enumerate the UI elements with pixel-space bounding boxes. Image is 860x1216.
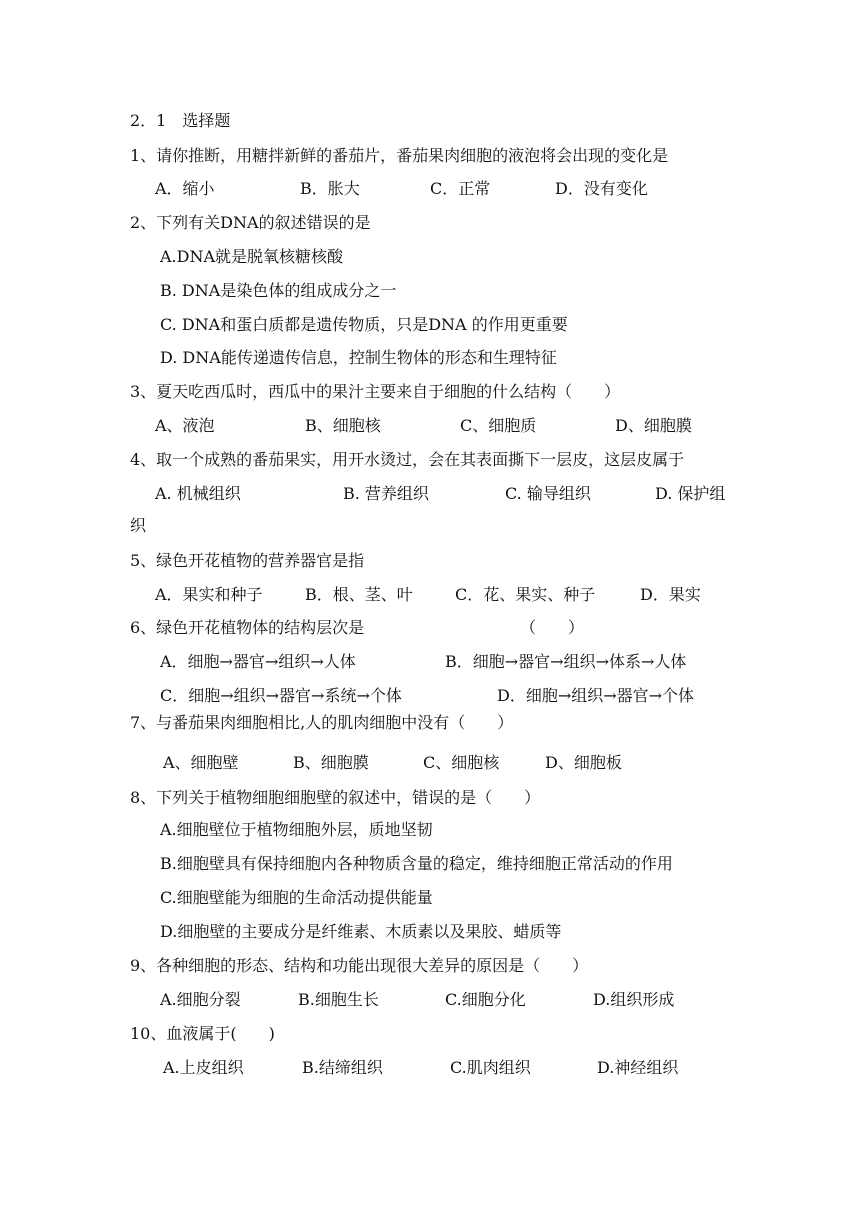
question-10-stem: 10、血液属于( ) xyxy=(130,1024,275,1043)
question-2-option-c-line xyxy=(0,310,860,340)
question-4-option-d: D. 保护组 xyxy=(655,484,726,503)
question-9-options xyxy=(0,985,860,1015)
question-6-answer-blank: （ ） xyxy=(520,618,585,637)
question-4-stem: 4、取一个成熟的番茄果实，用开水烫过，会在其表面撕下一层皮，这层皮属于 xyxy=(130,450,685,469)
question-1-options xyxy=(0,174,860,204)
question-8-option-b-line xyxy=(0,849,860,879)
question-10-option-a: A.上皮组织 xyxy=(163,1058,244,1077)
question-2-option-a: A.DNA就是脱氧核糖核酸 xyxy=(160,247,344,266)
question-5-option-c: C．花、果实、种子 xyxy=(455,585,596,604)
question-9-option-d: D.组织形成 xyxy=(593,990,675,1009)
section-title: 2．1 选择题 xyxy=(130,111,231,130)
question-4-stem-line xyxy=(0,445,860,475)
question-2-option-b-line xyxy=(0,276,860,306)
question-8-stem: 8、下列关于植物细胞细胞壁的叙述中，错误的是（ ） xyxy=(130,788,541,807)
question-6-stem-line xyxy=(0,613,860,643)
question-8-option-d-line xyxy=(0,917,860,947)
question-3-stem: 3、夏天吃西瓜时，西瓜中的果汁主要来自于细胞的什么结构（ ） xyxy=(130,382,621,401)
question-10-options xyxy=(0,1053,860,1083)
question-5-option-b: B．根、茎、叶 xyxy=(305,585,413,604)
question-8-stem-line xyxy=(0,783,860,813)
question-4-continuation-line xyxy=(0,511,860,541)
question-9-stem-line xyxy=(0,951,860,981)
question-1-option-c: C．正常 xyxy=(430,179,491,198)
question-7-options xyxy=(0,748,860,778)
question-3-stem-line xyxy=(0,377,860,407)
question-4-option-b: B. 营养组织 xyxy=(343,484,429,503)
question-8-option-a: A.细胞壁位于植物细胞外层，质地坚韧 xyxy=(160,820,433,839)
question-2-option-d-line xyxy=(0,343,860,373)
question-1-option-b: B．胀大 xyxy=(300,179,360,198)
question-4-option-c: C. 输导组织 xyxy=(505,484,591,503)
question-4-continuation: 织 xyxy=(130,516,147,535)
question-2-option-d: D. DNA能传递遗传信息，控制生物体的形态和生理特征 xyxy=(160,348,557,367)
question-2-option-c: C. DNA和蛋白质都是遗传物质，只是DNA 的作用更重要 xyxy=(160,315,568,334)
question-7-option-a: A、细胞壁 xyxy=(163,753,239,772)
question-5-option-a: A．果实和种子 xyxy=(155,585,263,604)
question-9-option-c: C.细胞分化 xyxy=(445,990,526,1009)
question-2-option-a-line xyxy=(0,242,860,272)
question-3-option-c: C、细胞质 xyxy=(460,416,537,435)
question-10-option-c: C.肌肉组织 xyxy=(450,1058,531,1077)
question-4-option-a: A. 机械组织 xyxy=(155,484,241,503)
question-8-option-c: C.细胞壁能为细胞的生命活动提供能量 xyxy=(160,888,433,907)
question-5-options xyxy=(0,580,860,610)
question-5-stem-line xyxy=(0,546,860,576)
question-7-option-b: B、细胞膜 xyxy=(293,753,369,772)
section-title-line xyxy=(0,106,860,136)
question-9-stem: 9、各种细胞的形态、结构和功能出现很大差异的原因是（ ） xyxy=(130,956,589,975)
question-3-option-b: B、细胞核 xyxy=(305,416,381,435)
question-7-stem: 7、与番茄果肉细胞相比,人的肌肉细胞中没有（ ） xyxy=(130,713,514,732)
question-6-options-row-1 xyxy=(0,647,860,677)
question-9-option-b: B.细胞生长 xyxy=(298,990,379,1009)
question-3-option-d: D、细胞膜 xyxy=(615,416,692,435)
question-5-option-d: D．果实 xyxy=(640,585,701,604)
question-8-option-d: D.细胞壁的主要成分是纤维素、木质素以及果胶、蜡质等 xyxy=(160,922,562,941)
question-3-options xyxy=(0,411,860,441)
question-3-option-a: A、液泡 xyxy=(155,416,215,435)
question-6-stem: 6、绿色开花植物体的结构层次是 xyxy=(130,618,365,637)
question-8-option-c-line xyxy=(0,883,860,913)
question-6-option-b: B．细胞→器官→组织→体系→人体 xyxy=(445,652,687,671)
question-9-option-a: A.细胞分裂 xyxy=(160,990,241,1009)
question-8-option-a-line xyxy=(0,815,860,845)
question-6-options-row-2 xyxy=(0,681,860,711)
question-10-option-d: D.神经组织 xyxy=(597,1058,679,1077)
question-7-option-d: D、细胞板 xyxy=(545,753,622,772)
question-5-stem: 5、绿色开花植物的营养器官是指 xyxy=(130,551,365,570)
question-6-option-a: A．细胞→器官→组织→人体 xyxy=(160,652,356,671)
question-6-option-c: C．细胞→组织→器官→系统→个体 xyxy=(160,686,402,705)
question-1-option-d: D．没有变化 xyxy=(555,179,648,198)
question-2-stem-line xyxy=(0,208,860,238)
question-8-option-b: B.细胞壁具有保持细胞内各种物质含量的稳定，维持细胞正常活动的作用 xyxy=(160,854,673,873)
question-1-option-a: A．缩小 xyxy=(155,179,215,198)
question-10-option-b: B.结缔组织 xyxy=(302,1058,383,1077)
question-10-stem-line xyxy=(0,1019,860,1049)
question-6-option-d: D．细胞→组织→器官→个体 xyxy=(497,686,695,705)
question-7-option-c: C、细胞核 xyxy=(423,753,500,772)
question-4-options xyxy=(0,479,860,509)
question-2-stem: 2、下列有关DNA的叙述错误的是 xyxy=(130,213,371,232)
question-1-stem: 1、请你推断，用糖拌新鲜的番茄片，番茄果肉细胞的液泡将会出现的变化是 xyxy=(130,146,669,165)
question-7-stem-line xyxy=(0,708,860,738)
question-2-option-b: B. DNA是染色体的组成成分之一 xyxy=(160,281,397,300)
question-1-stem-line xyxy=(0,141,860,171)
